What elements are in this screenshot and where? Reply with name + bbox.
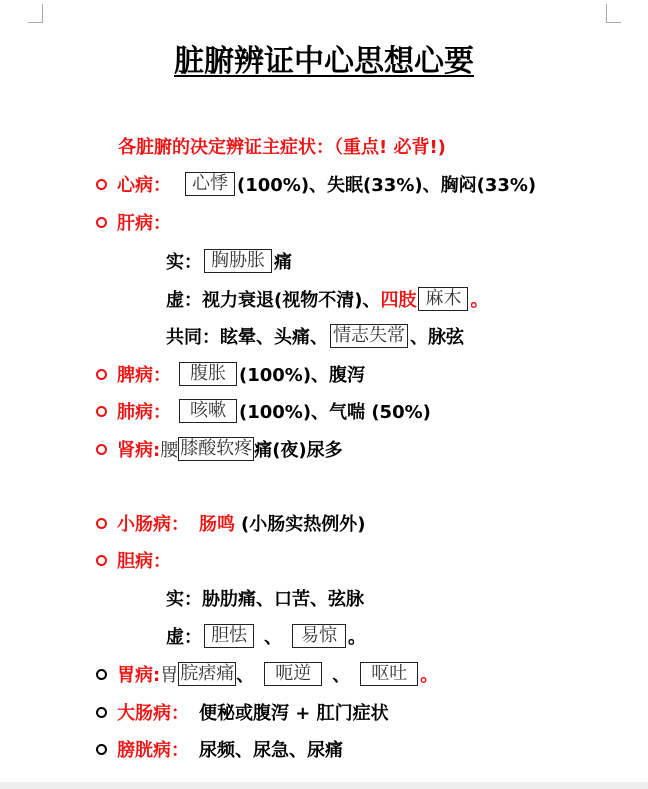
list-item-bladder: 膀胱病： 尿频、尿急、尿痛 — [96, 735, 343, 763]
blank-box: 呃逆 — [264, 662, 322, 686]
list-item-stomach: 胃病: 胃 脘痞痛 、 呃逆 、 呕吐 。 — [96, 660, 438, 688]
bullet-icon — [96, 217, 107, 228]
margin-corner-mark — [606, 4, 621, 23]
bullet-icon — [96, 444, 107, 455]
bullet-icon — [96, 707, 107, 718]
blank-box: 易惊 — [292, 624, 346, 648]
liver-common-line: 共同：眩晕、头痛、 情志失常 、脉弦 — [166, 325, 464, 348]
liver-excess-line: 实： 胸胁胀 痛 — [166, 250, 292, 273]
list-item-spleen: 脾病： 腹胀 (100%)、腹泻 — [96, 360, 365, 388]
blank-box: 脘痞痛 — [180, 663, 235, 684]
intro-heading: 各脏腑的决定辨证主症状：（重点! 必背!) — [118, 137, 446, 158]
bullet-icon — [96, 555, 107, 566]
list-item-gallbladder: 胆病： — [96, 546, 171, 574]
bullet-icon — [96, 369, 107, 380]
bullet-icon — [96, 669, 107, 680]
blank-box: 胸胁胀 — [204, 249, 272, 273]
blank-box: 胆怯 — [204, 624, 254, 648]
gallbladder-deficiency-line: 虚： 胆怯 、 易惊 。 — [166, 625, 366, 648]
bullet-icon — [96, 518, 107, 529]
blank-box: 麻木 — [418, 287, 468, 311]
list-item-large-intestine: 大肠病： 便秘或腹泻 + 肛门症状 — [96, 698, 389, 726]
page-title: 脏腑辨证中心思想心要 — [174, 44, 474, 79]
blank-box: 咳嗽 — [179, 399, 237, 423]
gallbladder-excess-line: 实：胁肋痛、口苦、弦脉 — [166, 589, 364, 610]
blank-box: 情志失常 — [330, 324, 408, 348]
blank-box: 呕吐 — [360, 662, 418, 686]
list-item-heart: 心病： 心悸 (100%)、失眠(33%)、胸闷(33%) — [96, 170, 536, 198]
list-item-small-intestine: 小肠病： 肠鸣 (小肠实热例外) — [96, 509, 365, 537]
bullet-icon — [96, 744, 107, 755]
margin-corner-mark — [28, 4, 43, 23]
blank-box: 腹胀 — [179, 362, 237, 386]
bullet-icon — [96, 406, 107, 417]
bullet-icon — [96, 179, 107, 190]
blank-box: 心悸 — [185, 172, 235, 196]
liver-deficiency-line: 虚：视力衰退(视物不清)、 四肢 麻木 。 — [166, 288, 489, 311]
list-item-kidney: 肾病: 腰 膝酸软疼 痛(夜)尿多 — [96, 435, 343, 463]
blank-box: 膝酸软疼 — [180, 438, 253, 459]
list-item-lung: 肺病： 咳嗽 (100%)、气喘 (50%) — [96, 397, 431, 425]
list-item-liver: 肝病： — [96, 208, 171, 236]
page-bottom-edge — [0, 782, 648, 789]
